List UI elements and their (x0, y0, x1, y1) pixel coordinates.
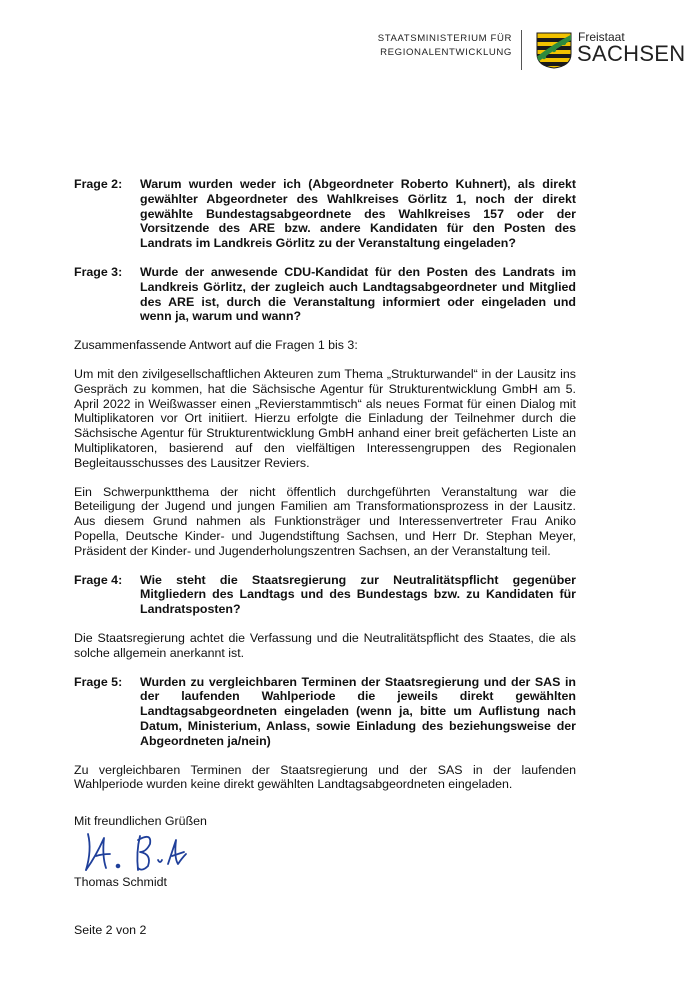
answer-4: Die Staatsregierung achtet die Verfassung und die Neutralitätspflicht des Staates, die als solche allgemein anerkannt ist. (74, 630, 576, 660)
handwritten-signature (82, 830, 192, 876)
summary-heading: Zusammenfassende Antwort auf die Fragen 1 bis 3: (74, 338, 358, 353)
question-3-label: Frage 3: (74, 264, 123, 279)
question-5 (74, 675, 576, 749)
question-4 (74, 573, 576, 617)
question-5-label: Frage 5: (74, 674, 123, 689)
saxony-crest-icon (536, 32, 572, 69)
question-4-text: Wie steht die Staatsregierung zur Neutralitätspflicht gegenüber Mitgliedern des Landtags und des Bundestags bzw. zu Kandidaten für Landratsposten? (140, 572, 576, 617)
ministry-name (378, 32, 512, 60)
answer-paragraph-2: Ein Schwerpunktthema der nicht öffentlich durchgeführten Veranstaltung war die Beteiligung der Jugend und jungen Familien am Transformationsprozess in der Lausitz. Aus diesem Grund nahmen als Funktionsträger und Interessenvertreter Frau Aniko Popella, Deutsche Kinder- und Jugendstiftung Sachsen, und Herr Dr. Stephan Meyer, Präsident der Kinder- und Jugenderholungszentren Sachsen, an der Veranstaltung teil. (74, 484, 576, 558)
question-3 (74, 265, 576, 324)
brand-freistaat: Freistaat (578, 30, 625, 44)
letterhead (0, 30, 700, 75)
closing-greeting: Mit freundlichen Grüßen (74, 814, 207, 828)
question-2-label: Frage 2: (74, 177, 123, 191)
answer-paragraph-1: Um mit den zivilgesellschaftlichen Akteuren zum Thema „Strukturwandel“ in der Lausitz ins Gespräch zu kommen, hat die Sächsische Agentur für Strukturentwicklung GmbH am 5. April 2022 in Weißwasser einen „Revierstammtisch“ als neues Format für einen Dialog mit Multiplikatoren vor Ort initiiert. Hierzu erfolgte die Einladung der Teilnehmer durch die Sächsische Agentur für Strukturentwicklung GmbH anhand einer breit gefächerten Liste an Multiplikatoren, basierend auf den vielfältigen Interessengruppen des Regionalen Begleitausschusses des Lausitzer Reviers. (74, 366, 576, 470)
answer-5: Zu vergleichbaren Terminen der Staatsregierung und der SAS in der laufenden Wahlperiode wurden keine direkt gewählten Landtagsabgeordneten eingeladen. (74, 762, 576, 792)
header-divider (521, 30, 522, 70)
signatory-name: Thomas Schmidt (74, 875, 167, 889)
brand-sachsen: SACHSEN (577, 41, 686, 66)
ministry-line-2: REGIONALENTWICKLUNG (380, 47, 512, 58)
question-4-label: Frage 4: (74, 572, 123, 587)
ministry-line-1: STAATSMINISTERIUM FÜR (377, 33, 512, 44)
letter-body (74, 177, 576, 806)
question-2-text: Warum wurden weder ich (Abgeordneter Roberto Kuhnert), als direkt gewählter Abgeordneter des Wahlkreises Görlitz 1, noch der direkt gewählte Bundestagsabgeordnete des Wahlkreises 157 oder der Vorsitzende des ARE bzw. andere Kandidaten für den Posten des Landrats im Landkreis Görlitz zu der Veranstaltung eingeladen? (140, 177, 576, 251)
question-2 (74, 177, 576, 251)
question-5-text: Wurden zu vergleichbaren Terminen der Staatsregierung und der SAS in der laufenden Wahlperiode die jeweils direkt gewählten Landtagsabgeordneten eingeladen (wenn ja, bitte um Auflistung nach Datum, Ministerium, Anlass, sowie Einladung des beziehungsweise der Abgeordneten ja/nein) (140, 674, 576, 748)
page-number: Seite 2 von 2 (74, 923, 147, 937)
question-3-text: Wurde der anwesende CDU-Kandidat für den Posten des Landrats im Landkreis Görlitz, der zugleich auch Landtagsabgeordneter und Mitglied des ARE ist, durch die Veranstaltung informiert oder eingeladen und wenn ja, warum und wann? (140, 264, 576, 324)
